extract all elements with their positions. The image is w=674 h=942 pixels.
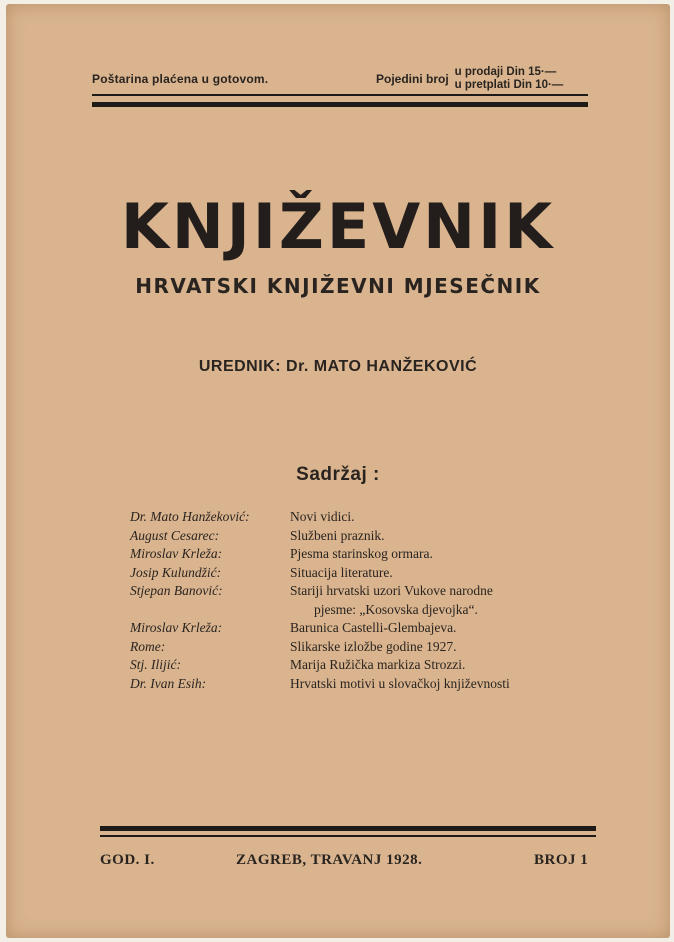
toc-work <box>290 675 600 694</box>
toc-work-line: Marija Ružička markiza Strozzi. <box>290 657 466 672</box>
toc-author: August Cesarec: <box>130 527 220 543</box>
magazine-cover <box>6 4 670 938</box>
footer-issue: BROJ 1 <box>534 852 589 868</box>
toc-author: Dr. Mato Hanžeković: <box>130 509 250 524</box>
toc-author: Dr. Ivan Esih: <box>130 675 207 691</box>
toc-work-line: pjesme: „Kosovska djevojka“. <box>314 601 478 617</box>
price-subscription: u pretplati Din 10·— <box>454 79 564 91</box>
toc-entry <box>130 638 600 657</box>
price-sale: u prodaji Din 15·— <box>454 66 557 78</box>
bottom-rule-thin <box>100 835 596 837</box>
toc-work-line: Situacija literature. <box>290 564 393 580</box>
toc-author: Stjepan Banović: <box>130 583 223 598</box>
toc-work-line: Novi vidici. <box>290 509 355 524</box>
magazine-subtitle: HRVATSKI KNJIŽEVNI MJESEČNIK <box>135 274 541 298</box>
magazine-title: KNJIŽEVNIK <box>120 190 556 263</box>
footer-year: GOD. I. <box>100 852 155 868</box>
toc-work-line: Slikarske izložbe godine 1927. <box>290 638 457 654</box>
price-block <box>376 66 563 92</box>
toc-work-line: Službeni praznik. <box>290 527 385 543</box>
toc-work <box>290 564 600 583</box>
bottom-rule-thick <box>100 826 596 831</box>
toc-author: Stj. Ilijić: <box>130 657 181 672</box>
price-lines <box>455 66 564 92</box>
toc-entry <box>130 619 600 638</box>
toc-entry <box>130 508 600 527</box>
editor-line: UREDNIK: Dr. MATO HANŽEKOVIĆ <box>198 358 478 375</box>
toc-work <box>290 527 600 546</box>
toc-author: Rome: <box>130 638 166 654</box>
postage-note: Poštarina plaćena u gotovom. <box>92 72 269 86</box>
price-label: Pojedini broj <box>376 72 449 86</box>
toc-work-line: Pjesma starinskog ormara. <box>290 546 433 561</box>
toc-entry <box>130 527 600 546</box>
contents-heading: Sadržaj : <box>296 464 380 485</box>
toc-work <box>290 638 600 657</box>
toc-entry <box>130 675 600 694</box>
toc-work <box>290 582 600 619</box>
toc-work-line: Stariji hrvatski uzori Vukove narodne <box>290 583 493 598</box>
toc-author: Miroslav Krleža: <box>130 620 223 635</box>
toc-author: Miroslav Krleža: <box>130 546 223 561</box>
toc-work <box>290 656 600 675</box>
toc-work-line: Hrvatski motivi u slovačkoj književnosti <box>290 675 510 691</box>
toc-work <box>290 545 600 564</box>
top-rule-thin <box>92 94 588 96</box>
toc-entry <box>130 582 600 619</box>
footer-place-date: ZAGREB, TRAVANJ 1928. <box>236 852 423 868</box>
table-of-contents <box>130 508 600 693</box>
toc-entry <box>130 564 600 583</box>
toc-entry <box>130 656 600 675</box>
toc-entry <box>130 545 600 564</box>
toc-work-line: Barunica Castelli-Glembajeva. <box>290 620 457 635</box>
top-rule-thick <box>92 102 588 107</box>
toc-work <box>290 619 600 638</box>
toc-work <box>290 508 600 527</box>
toc-author: Josip Kulundžić: <box>130 564 222 580</box>
